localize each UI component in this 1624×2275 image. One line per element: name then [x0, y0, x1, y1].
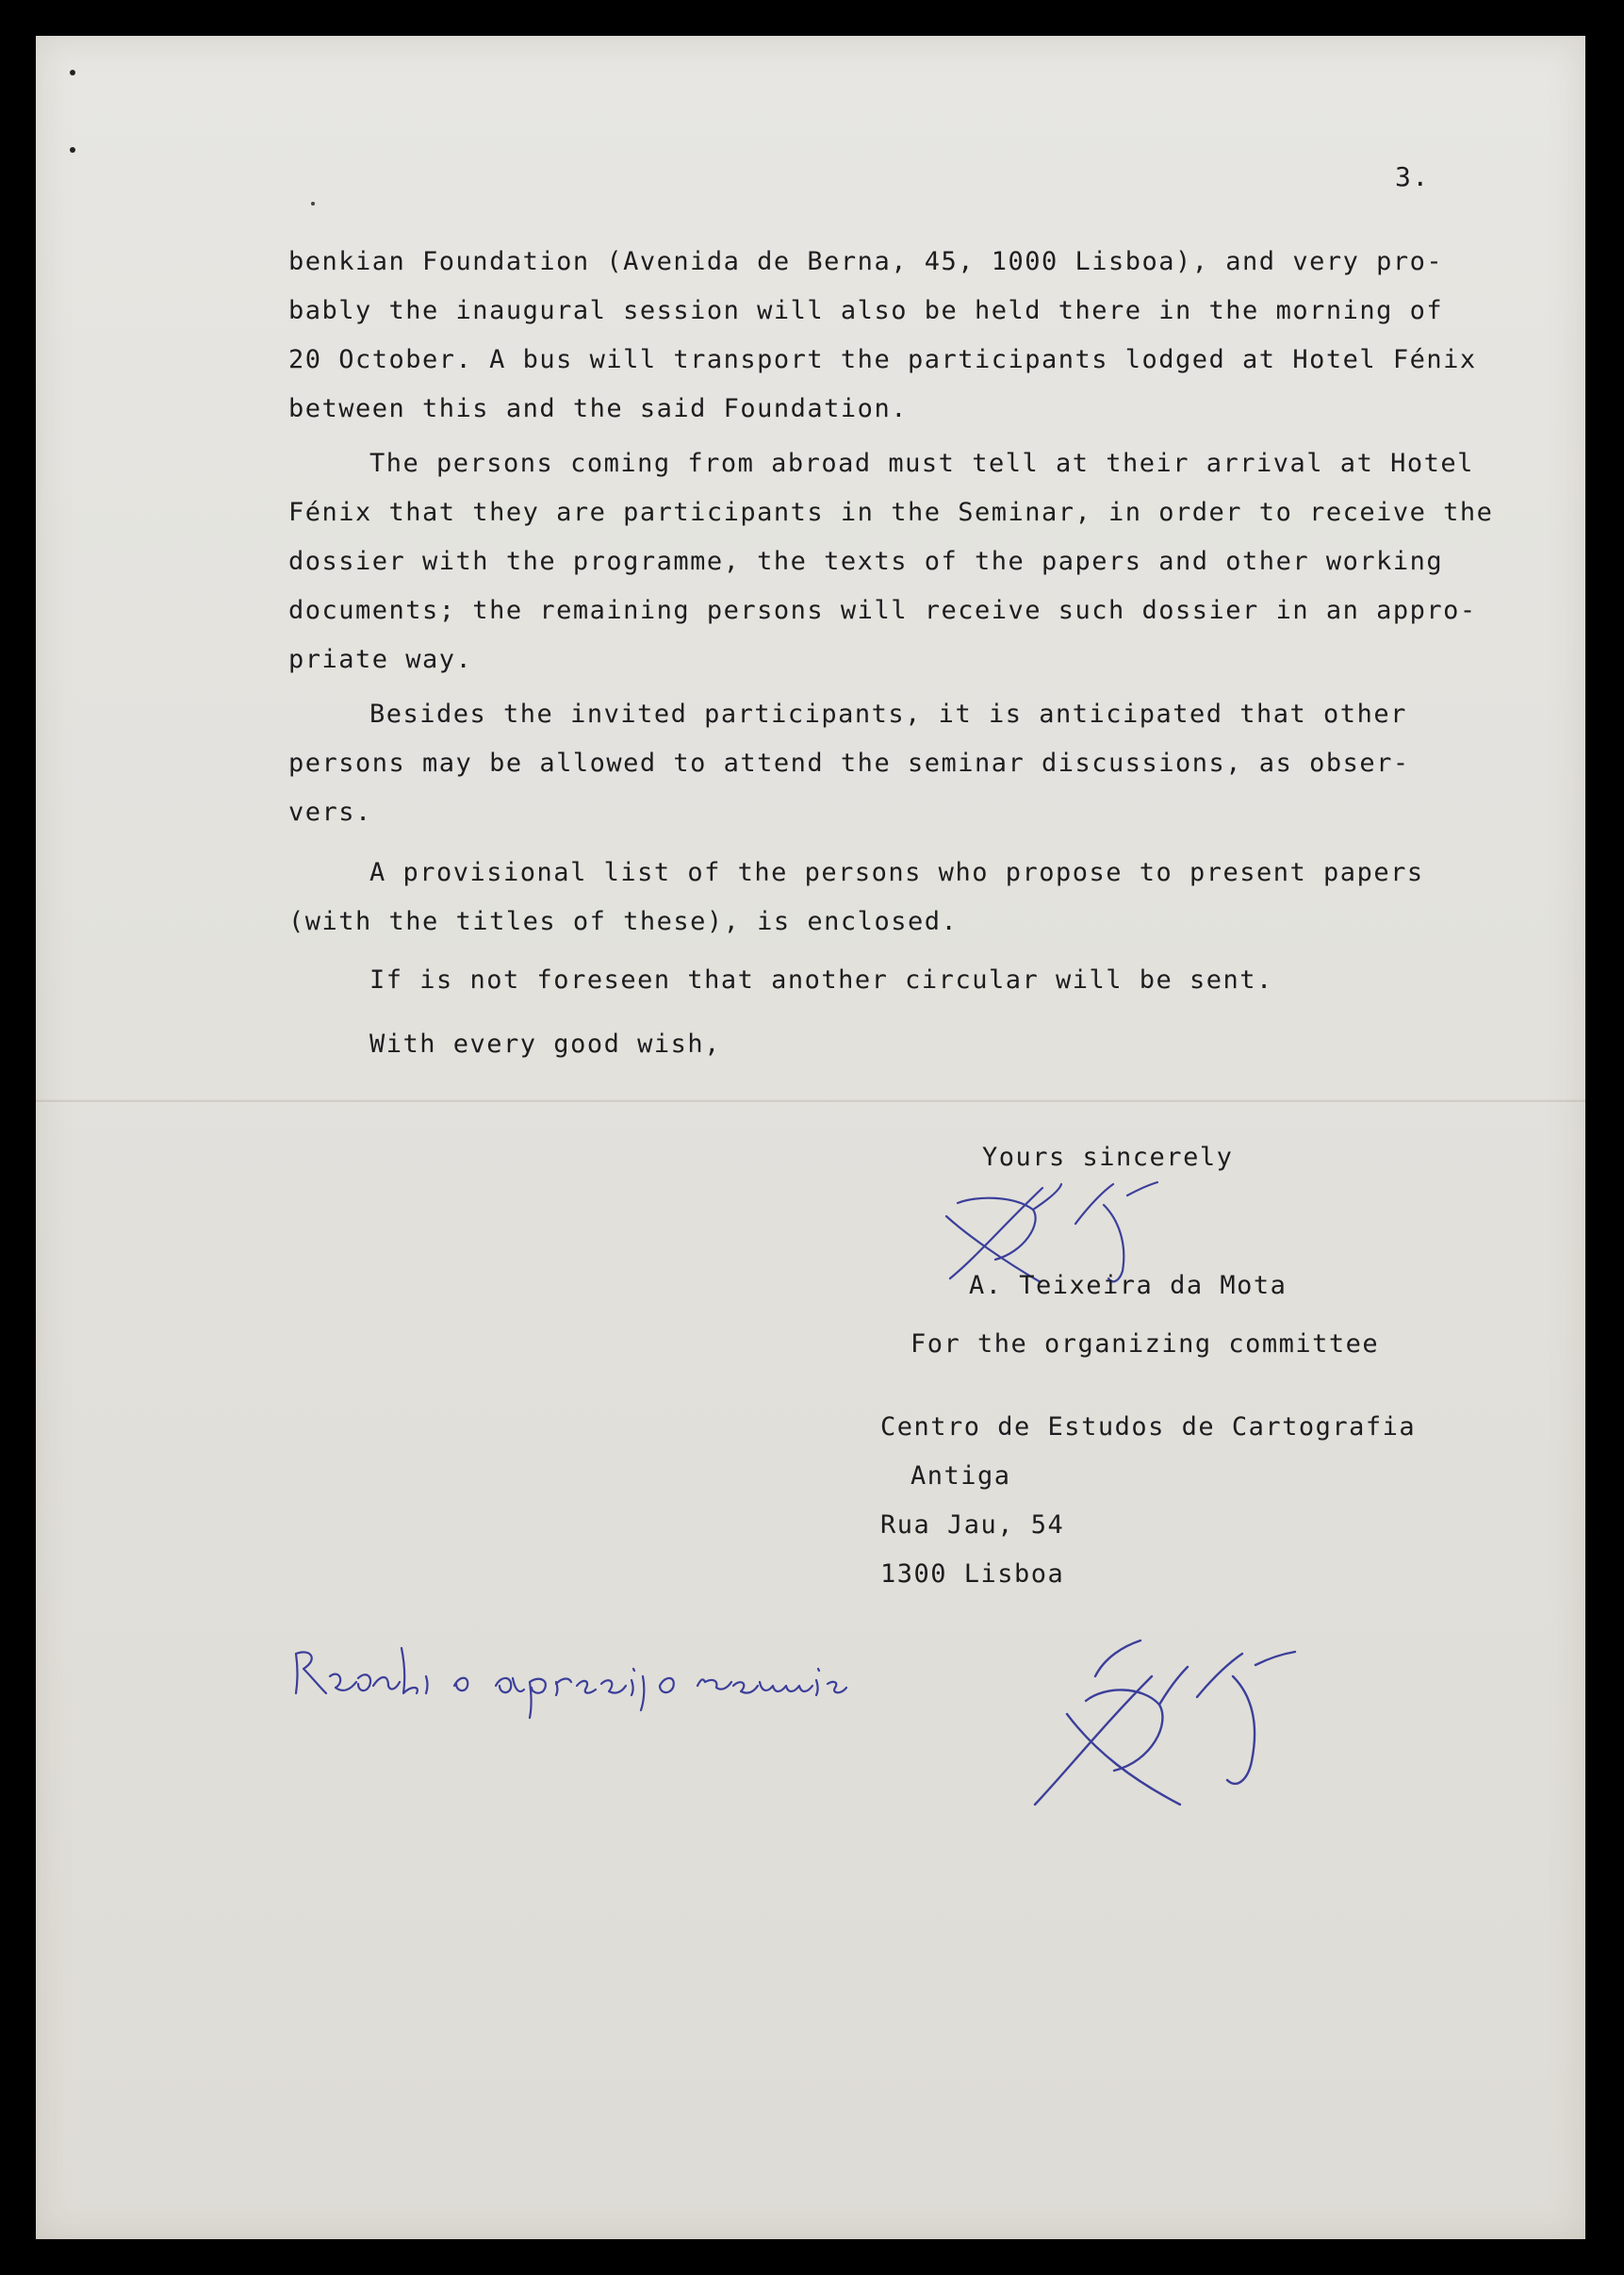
closing: Yours sincerely — [982, 1143, 1234, 1172]
body-line: If is not foreseen that another circular will be sent. — [369, 965, 1273, 995]
body-line: Besides the invited participants, it is anticipated that other — [369, 700, 1407, 729]
body-line: A provisional list of the persons who propose to present papers — [369, 858, 1424, 887]
signatory-name: A. Teixeira da Mota — [969, 1271, 1288, 1300]
body-line: (with the titles of these), is enclosed. — [288, 907, 959, 936]
punch-mark — [70, 147, 75, 153]
initials-signature — [1029, 1620, 1303, 1808]
page-number: 3. — [1395, 161, 1430, 192]
punch-mark — [70, 70, 75, 75]
address-line: 1300 Lisboa — [880, 1559, 1065, 1589]
body-line: benkian Foundation (Avenida de Berna, 45, 1000 Lisboa), and very pro- — [288, 247, 1444, 276]
body-line: persons may be allowed to attend the seminar discussions, as obser- — [288, 749, 1410, 778]
ink-dot — [311, 202, 315, 206]
body-line: dossier with the programme, the texts of the papers and other working — [288, 547, 1444, 576]
signatory-role: For the organizing committee — [910, 1329, 1380, 1359]
body-line: between this and the said Foundation. — [288, 394, 908, 423]
body-line: documents; the remaining persons will receive such dossier in an appro- — [288, 596, 1477, 625]
address-line: Antiga — [910, 1461, 1011, 1491]
body-line: priate way. — [288, 645, 473, 674]
body-line: With every good wish, — [369, 1030, 721, 1059]
body-line: vers. — [288, 798, 372, 827]
address-line: Rua Jau, 54 — [880, 1510, 1065, 1540]
address-line: Centro de Estudos de Cartografia — [880, 1412, 1417, 1442]
paper-fold — [36, 1099, 1585, 1103]
body-line: 20 October. A bus will transport the participants lodged at Hotel Fénix — [288, 345, 1477, 374]
body-line: The persons coming from abroad must tell at their arrival at Hotel — [369, 449, 1474, 478]
document-page — [36, 36, 1585, 2239]
handwritten-note — [283, 1620, 867, 1723]
body-line: Fénix that they are participants in the Seminar, in order to receive the — [288, 498, 1494, 527]
body-line: bably the inaugural session will also be held there in the morning of — [288, 296, 1444, 325]
